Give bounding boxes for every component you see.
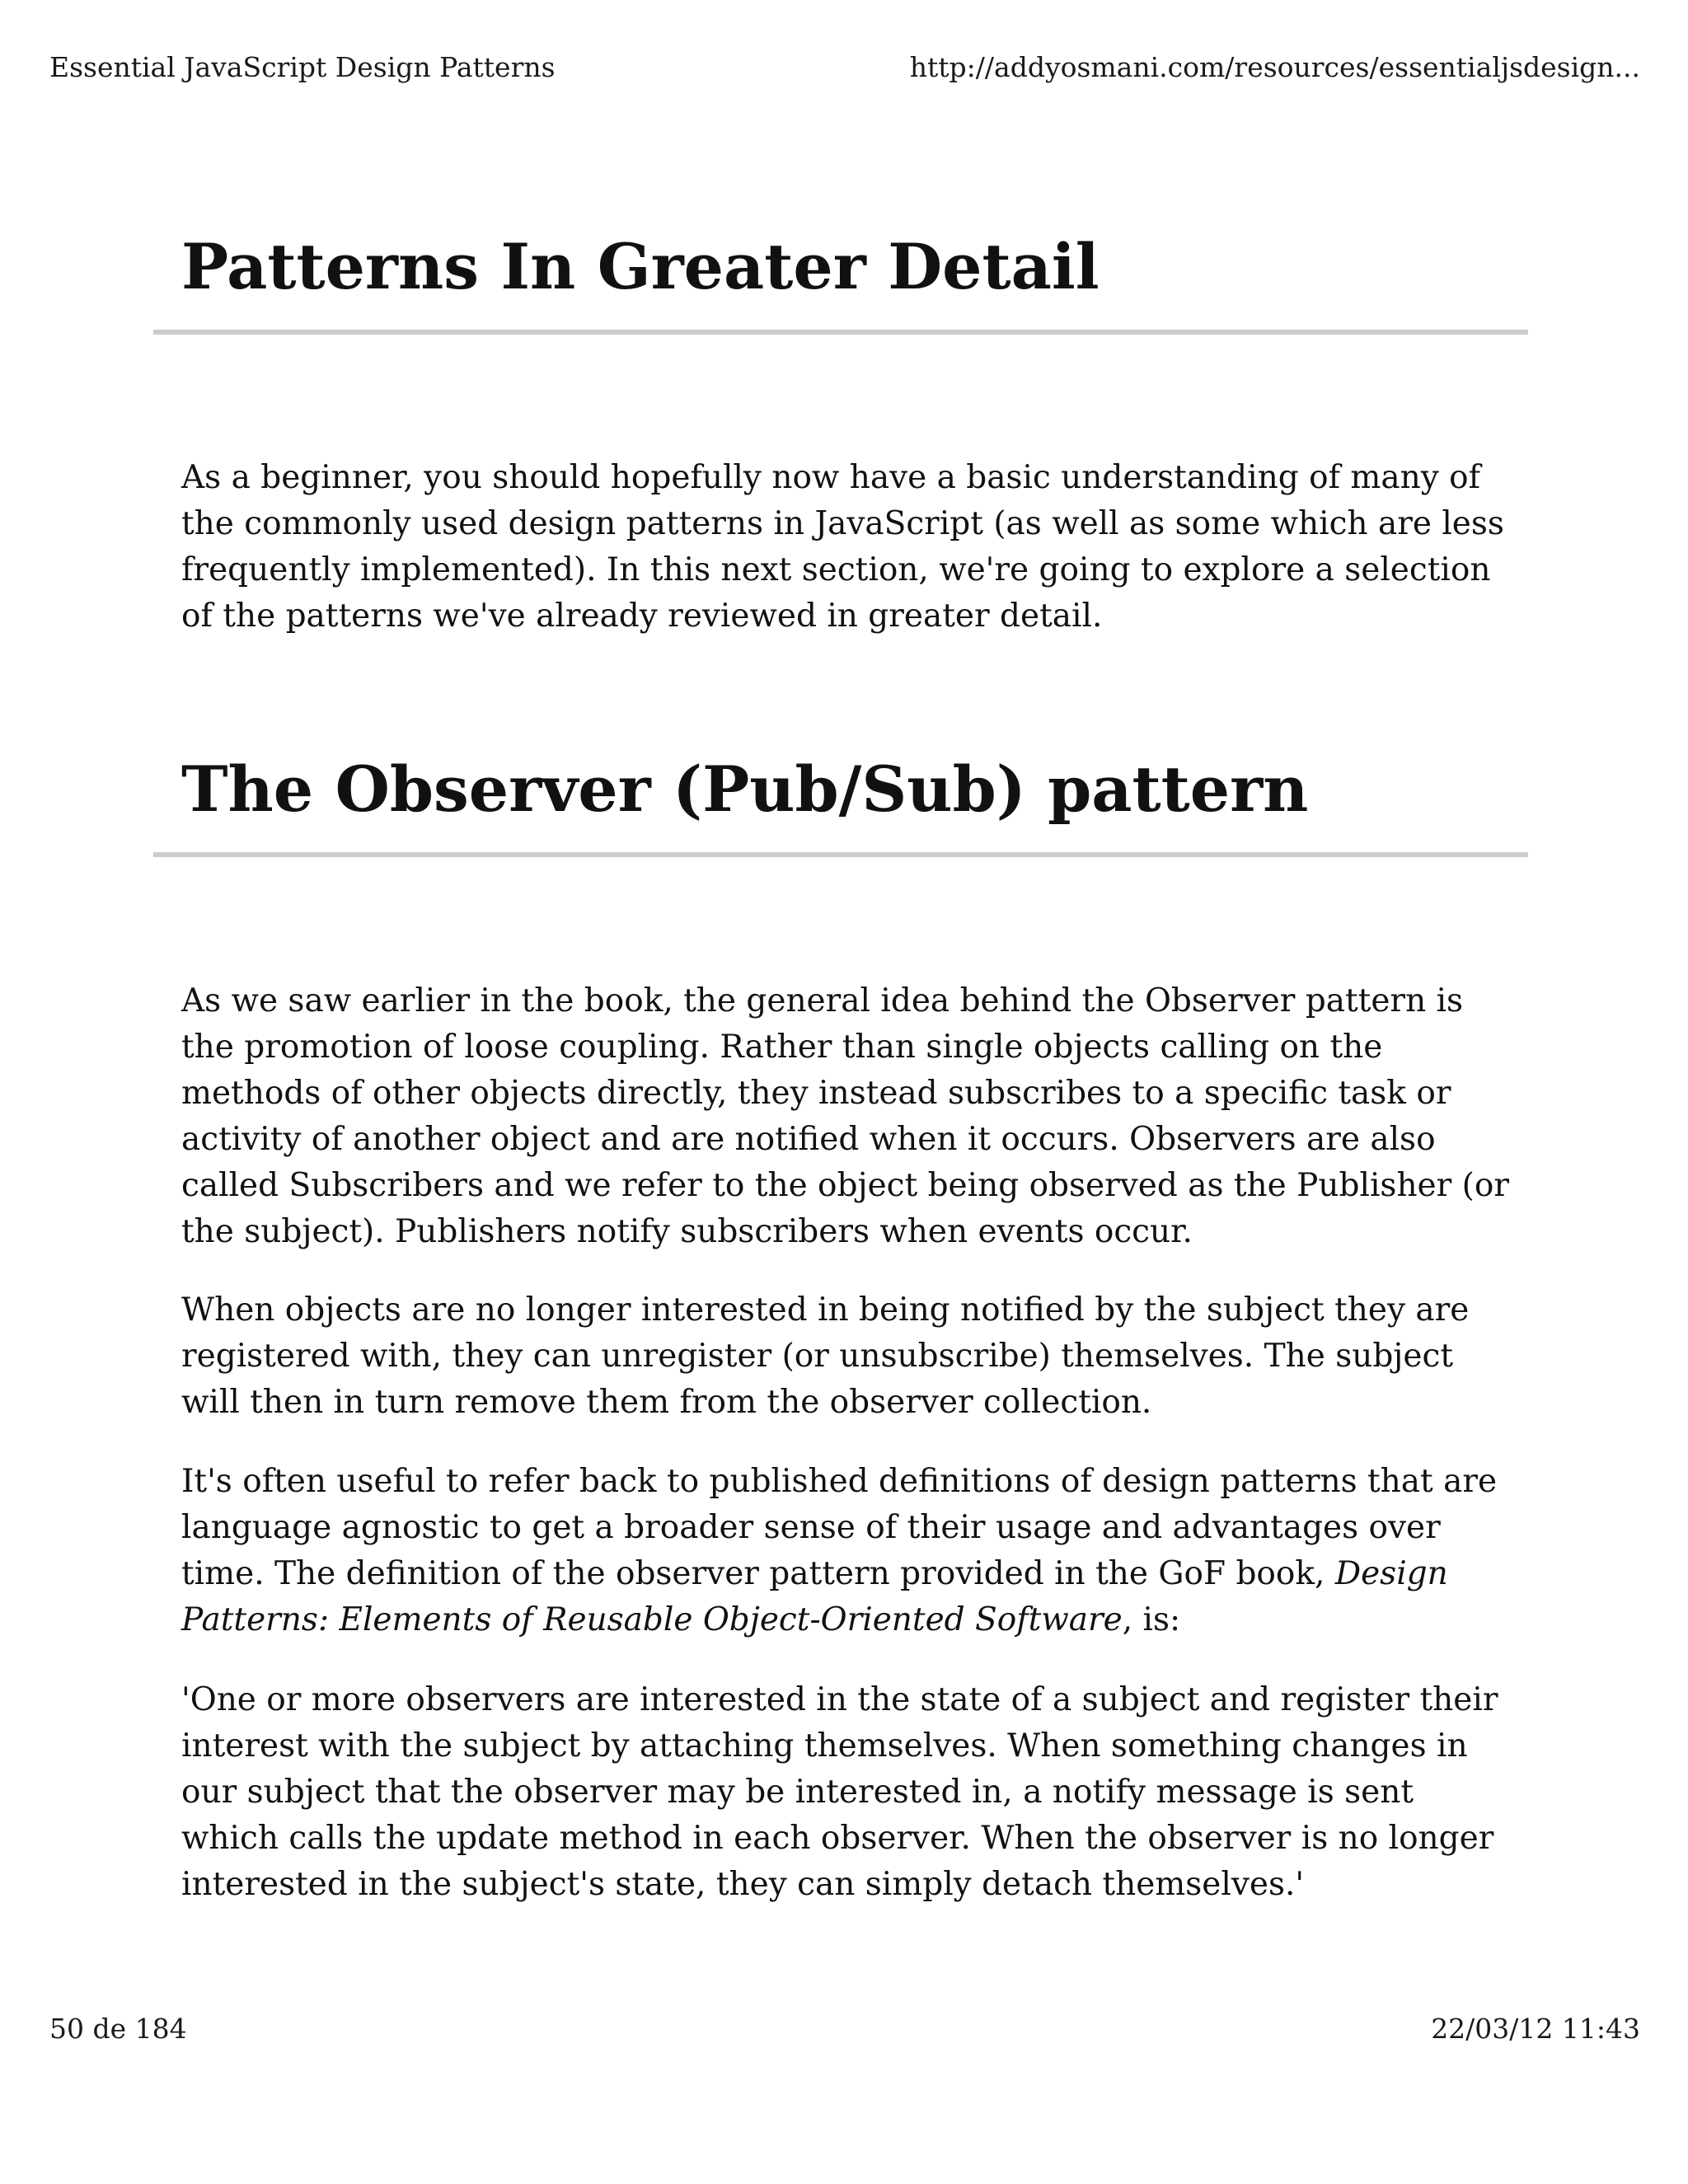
print-datetime: 22/03/12 11:43	[1431, 2013, 1640, 2045]
section-title-observer-pattern: The Observer (Pub/Sub) pattern	[181, 752, 1309, 826]
paragraph-text: , is:	[1122, 1601, 1181, 1638]
page-header-url: http://addyosmani.com/resources/essentialjsdesign...	[909, 51, 1640, 83]
section-divider	[153, 330, 1528, 335]
page-number: 50 de 184	[49, 2013, 187, 2045]
paragraph-text: It's often useful to refer back to published definitions of design patterns that are language agnostic to get a broader sense of their usage and advantages over time. The definition of the observer pattern provided in the GoF book,	[181, 1463, 1498, 1592]
observer-paragraph-1: As we saw earlier in the book, the general idea behind the Observer pattern is the promotion of loose coupling. Rather than single objects calling on the methods of other objects directly, they instead subscribes to a specific task or activity of another object and are notified when it occurs. Observers are also called Subscribers and we refer to the object being observed as the Publisher (or the subject). Publishers notify subscribers when events occur.	[181, 982, 1510, 1250]
intro-paragraph: As a beginner, you should hopefully now have a basic understanding of many of the commonly used design patterns in JavaScript (as well as some which are less frequently implemented). In this next section, we're going to explore a selection of the patterns we've already reviewed in greater detail.	[181, 459, 1504, 635]
book-title: Design Patterns: Elements of Reusable Object-Oriented Software	[181, 1555, 1448, 1638]
section-title-patterns-in-greater-detail: Patterns In Greater Detail	[181, 230, 1100, 303]
page-header-title: Essential JavaScript Design Patterns	[49, 51, 556, 83]
observer-paragraph-3	[181, 1459, 1517, 1643]
observer-paragraph-2: When objects are no longer interested in being notified by the subject they are registered with, they can unregister (or unsubscribe) themselves. The subject will then in turn remove them from the observer collection.	[181, 1291, 1470, 1421]
gof-definition-quote: 'One or more observers are interested in the state of a subject and register their interest with the subject by attaching themselves. When something changes in our subject that the observer may be interested in, a notify message is sent which calls the update method in each observer. When the observer is no longer interested in the subject's state, they can simply detach themselves.'	[181, 1681, 1498, 1903]
section-divider	[153, 852, 1528, 857]
